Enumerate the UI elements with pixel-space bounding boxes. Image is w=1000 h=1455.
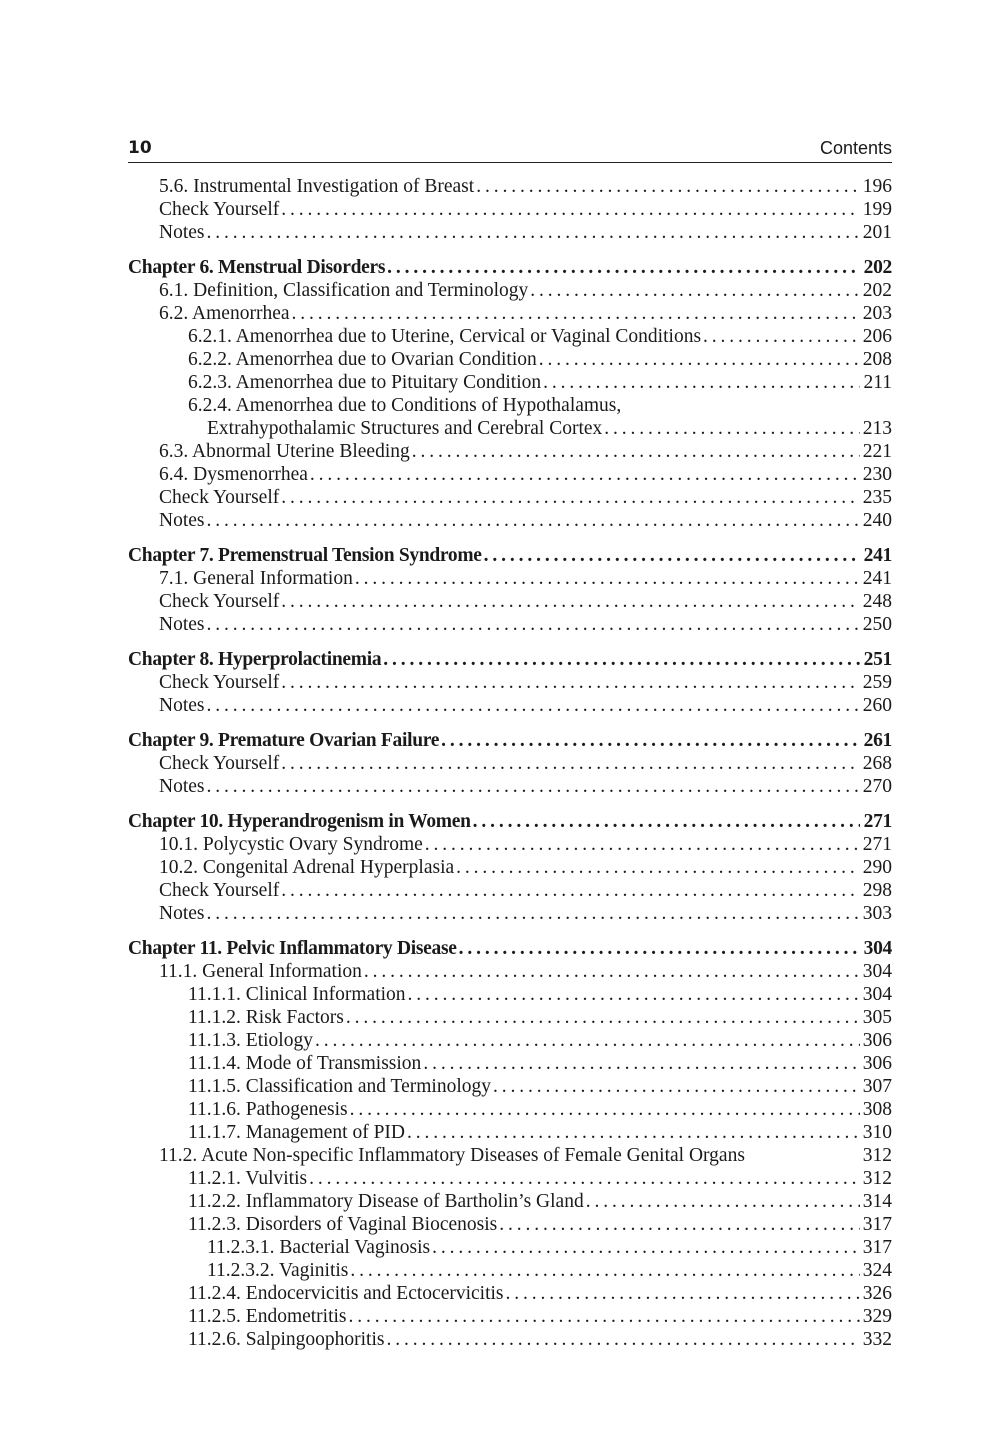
toc-entry-title: 11.1.1. Clinical Information (188, 984, 406, 1005)
toc-entry-title: Check Yourself (159, 753, 280, 774)
running-title: Contents (819, 138, 892, 158)
toc-entry-title: 11.2.2. Inflammatory Disease of Bartholin’s Gland (188, 1191, 584, 1212)
toc-page-number: 308 (862, 1099, 892, 1120)
toc-leader-dots (473, 810, 860, 833)
toc-entry-title: 6.3. Abnormal Uterine Bleeding (159, 441, 410, 462)
toc-leader-dots (281, 486, 860, 509)
toc-leader-dots (292, 302, 860, 325)
toc-page-number: 326 (862, 1283, 892, 1304)
toc-chapter-entry (128, 648, 892, 671)
toc-page-number: 312 (862, 1168, 892, 1189)
toc-entry (128, 902, 892, 925)
toc-entry-title: Chapter 10. Hyperandrogenism in Women (128, 811, 471, 832)
toc-page-number: 199 (862, 199, 892, 220)
toc-entry-title: 7.1. General Information (159, 568, 353, 589)
toc-leader-dots (493, 1075, 860, 1098)
toc-page-number: 213 (862, 418, 892, 439)
toc-entry-title: 11.2.3. Disorders of Vaginal Biocenosis (188, 1214, 498, 1235)
toc-leader-dots (543, 371, 860, 394)
toc-page-number: 271 (863, 811, 892, 832)
toc-entry (128, 198, 892, 221)
toc-entry-title: 10.2. Congenital Adrenal Hyperplasia (159, 857, 455, 878)
toc-entry (128, 856, 892, 879)
toc-entry (128, 590, 892, 613)
toc-leader-dots (432, 1236, 860, 1259)
toc-entry (128, 440, 892, 463)
toc-leader-dots (703, 325, 860, 348)
toc-leader-dots (387, 256, 860, 279)
toc-leader-dots (407, 1121, 860, 1144)
toc-entry (128, 1213, 892, 1236)
toc-entry-title: 11.2. Acute Non-specific Inflammatory Diseases of Female Genital Organs (159, 1145, 745, 1166)
toc-entry (128, 279, 892, 302)
toc-entry-title: 11.1.7. Management of PID (188, 1122, 405, 1143)
toc-entry-title: 6.4. Dysmenorrhea (159, 464, 308, 485)
toc-page-number: 196 (862, 176, 892, 197)
toc-entry (128, 1259, 892, 1282)
toc-entry (128, 394, 892, 417)
toc-page-number: 259 (862, 672, 892, 693)
toc-entry (128, 1052, 892, 1075)
toc-entry-title: 11.1. General Information (159, 961, 362, 982)
toc-entry (128, 671, 892, 694)
toc-page-number: 201 (862, 222, 892, 243)
toc-entry-title: Chapter 6. Menstrual Disorders (128, 257, 386, 278)
toc-page-number: 306 (862, 1030, 892, 1051)
toc-entry-title: 11.1.3. Etiology (188, 1030, 313, 1051)
toc-entry-title: 6.2. Amenorrhea (159, 303, 290, 324)
toc-entry (128, 567, 892, 590)
toc-entry-title: 11.2.4. Endocervicitis and Ectocervicitis (188, 1283, 504, 1304)
toc-chapter-entry (128, 937, 892, 960)
toc-page-number: 310 (862, 1122, 892, 1143)
toc-entry (128, 613, 892, 636)
toc-entry (128, 879, 892, 902)
toc-entry-title: Check Yourself (159, 880, 280, 901)
toc-page-number: 305 (862, 1007, 892, 1028)
toc-page-number: 211 (863, 372, 892, 393)
toc-page-number: 241 (862, 568, 892, 589)
toc-page-number: 324 (862, 1260, 892, 1281)
toc-leader-dots (539, 348, 860, 371)
toc-page-number: 203 (862, 303, 892, 324)
toc-entry (128, 1006, 892, 1029)
toc-leader-dots (383, 648, 860, 671)
toc-entry-title: 6.2.2. Amenorrhea due to Ovarian Condition (188, 349, 537, 370)
toc-page-number: 206 (862, 326, 892, 347)
toc-leader-dots (281, 671, 860, 694)
toc-entry (128, 1236, 892, 1259)
toc-leader-dots (586, 1190, 860, 1213)
toc-page-number: 329 (862, 1306, 892, 1327)
toc-page-number: 208 (862, 349, 892, 370)
toc-entry (128, 348, 892, 371)
toc-page-number: 251 (863, 649, 892, 670)
toc-page-number: 317 (862, 1237, 892, 1258)
toc-page-number: 240 (862, 510, 892, 531)
toc-entry (128, 175, 892, 198)
toc-entry (128, 1098, 892, 1121)
toc-chapter-entry (128, 256, 892, 279)
toc-entry-title: 10.1. Polycystic Ovary Syndrome (159, 834, 423, 855)
toc-leader-dots (207, 775, 861, 798)
toc-leader-dots (346, 1006, 860, 1029)
table-of-contents (128, 175, 892, 1351)
toc-page-number: 235 (862, 487, 892, 508)
toc-leader-dots (412, 440, 860, 463)
toc-entry (128, 1190, 892, 1213)
toc-entry-title: 6.2.4. Amenorrhea due to Conditions of Hypothalamus, (188, 395, 622, 416)
toc-page-number: 290 (862, 857, 892, 878)
toc-entry (128, 325, 892, 348)
toc-leader-dots (207, 694, 861, 717)
toc-page-number: 314 (862, 1191, 892, 1212)
toc-page-number: 304 (862, 984, 892, 1005)
toc-leader-dots (476, 175, 860, 198)
toc-page-number: 248 (862, 591, 892, 612)
toc-page-number: 202 (862, 280, 892, 301)
toc-entry-title: 6.1. Definition, Classification and Terminology (159, 280, 529, 301)
toc-page-number: 250 (862, 614, 892, 635)
toc-entry-title: 11.2.5. Endometritis (188, 1306, 347, 1327)
toc-entry-title: 11.1.6. Pathogenesis (188, 1099, 348, 1120)
toc-entry-title: Chapter 11. Pelvic Inflammatory Disease (128, 938, 457, 959)
toc-chapter-entry (128, 810, 892, 833)
toc-entry-title: 11.2.3.1. Bacterial Vaginosis (207, 1237, 431, 1258)
toc-entry (128, 694, 892, 717)
toc-page-number: 241 (863, 545, 892, 566)
toc-entry-title: Extrahypothalamic Structures and Cerebral Cortex (207, 418, 603, 439)
toc-leader-dots (349, 1305, 860, 1328)
toc-entry-title: Chapter 8. Hyperprolactinemia (128, 649, 382, 670)
toc-page-number: 268 (862, 753, 892, 774)
toc-entry-title: Check Yourself (159, 672, 280, 693)
toc-page-number: 304 (863, 938, 892, 959)
toc-entry-title: Check Yourself (159, 199, 280, 220)
toc-page-number: 304 (862, 961, 892, 982)
toc-entry (128, 983, 892, 1006)
toc-entry (128, 1121, 892, 1144)
toc-entry (128, 1144, 892, 1167)
toc-entry-title: 6.2.3. Amenorrhea due to Pituitary Condition (188, 372, 542, 393)
toc-leader-dots (310, 463, 860, 486)
toc-entry-title: 6.2.1. Amenorrhea due to Uterine, Cervical or Vaginal Conditions (188, 326, 702, 347)
toc-entry-title: 11.1.2. Risk Factors (188, 1007, 344, 1028)
toc-leader-dots (207, 221, 861, 244)
toc-entry (128, 960, 892, 983)
toc-page-number: 202 (863, 257, 892, 278)
toc-leader-dots (309, 1167, 860, 1190)
toc-entry-title: 11.1.4. Mode of Transmission (188, 1053, 422, 1074)
toc-entry-title: Notes (159, 903, 205, 924)
toc-leader-dots (350, 1098, 860, 1121)
toc-entry-title: 11.2.6. Salpingoophoritis (188, 1329, 385, 1350)
toc-leader-dots (499, 1213, 860, 1236)
toc-leader-dots (364, 960, 860, 983)
toc-leader-dots (441, 729, 860, 752)
toc-page-number: 230 (862, 464, 892, 485)
toc-entry (128, 752, 892, 775)
toc-chapter-entry (128, 729, 892, 752)
toc-leader-dots (281, 590, 860, 613)
toc-entry (128, 463, 892, 486)
toc-page-number: 312 (862, 1145, 892, 1166)
toc-page-number: 306 (862, 1053, 892, 1074)
toc-entry-title: Notes (159, 695, 205, 716)
toc-page-number: 221 (862, 441, 892, 462)
toc-entry-title: Notes (159, 222, 205, 243)
toc-leader-dots (281, 198, 860, 221)
toc-page-number: 270 (862, 776, 892, 797)
toc-entry-title: 11.2.1. Vulvitis (188, 1168, 308, 1189)
toc-leader-dots (207, 902, 861, 925)
toc-entry-title: 11.2.3.2. Vaginitis (207, 1260, 349, 1281)
toc-entry (128, 775, 892, 798)
toc-entry (128, 221, 892, 244)
toc-entry-title: Chapter 7. Premenstrual Tension Syndrome (128, 545, 482, 566)
toc-entry (128, 1075, 892, 1098)
toc-entry-title: 11.1.5. Classification and Terminology (188, 1076, 492, 1097)
toc-leader-dots (207, 509, 861, 532)
toc-leader-dots (423, 1052, 860, 1075)
toc-entry (128, 1029, 892, 1052)
toc-entry (128, 302, 892, 325)
toc-entry-title: Notes (159, 776, 205, 797)
toc-entry-title: Check Yourself (159, 487, 280, 508)
toc-entry (128, 1282, 892, 1305)
toc-leader-dots (281, 879, 860, 902)
toc-page-number: 332 (862, 1329, 892, 1350)
toc-leader-dots (281, 752, 860, 775)
toc-entry (128, 1328, 892, 1351)
toc-leader-dots (408, 983, 860, 1006)
toc-leader-dots (386, 1328, 860, 1351)
toc-chapter-entry (128, 544, 892, 567)
toc-entry (128, 417, 892, 440)
toc-leader-dots (355, 567, 860, 590)
toc-page-number: 271 (862, 834, 892, 855)
toc-entry-title: Check Yourself (159, 591, 280, 612)
toc-leader-dots (207, 613, 861, 636)
page-number: 10 (128, 138, 152, 158)
toc-page-number: 260 (862, 695, 892, 716)
toc-leader-dots (456, 856, 860, 879)
toc-page-number: 303 (862, 903, 892, 924)
toc-page-number: 298 (862, 880, 892, 901)
toc-entry-title: Chapter 9. Premature Ovarian Failure (128, 730, 440, 751)
toc-page-number: 307 (862, 1076, 892, 1097)
page-header (128, 136, 892, 163)
toc-entry (128, 1305, 892, 1328)
toc-entry (128, 486, 892, 509)
toc-leader-dots (484, 544, 860, 567)
toc-leader-dots (425, 833, 860, 856)
toc-entry-title: Notes (159, 614, 205, 635)
toc-leader-dots (530, 279, 860, 302)
toc-entry-title: 5.6. Instrumental Investigation of Breast (159, 176, 475, 197)
toc-entry (128, 509, 892, 532)
toc-entry (128, 371, 892, 394)
toc-page-number: 317 (862, 1214, 892, 1235)
toc-leader-dots (350, 1259, 860, 1282)
toc-entry-title: Notes (159, 510, 205, 531)
toc-leader-dots (604, 417, 860, 440)
toc-leader-dots (506, 1282, 860, 1305)
toc-entry (128, 833, 892, 856)
toc-entry (128, 1167, 892, 1190)
toc-leader-dots (315, 1029, 860, 1052)
toc-page-number: 261 (863, 730, 892, 751)
toc-leader-dots (459, 937, 860, 960)
